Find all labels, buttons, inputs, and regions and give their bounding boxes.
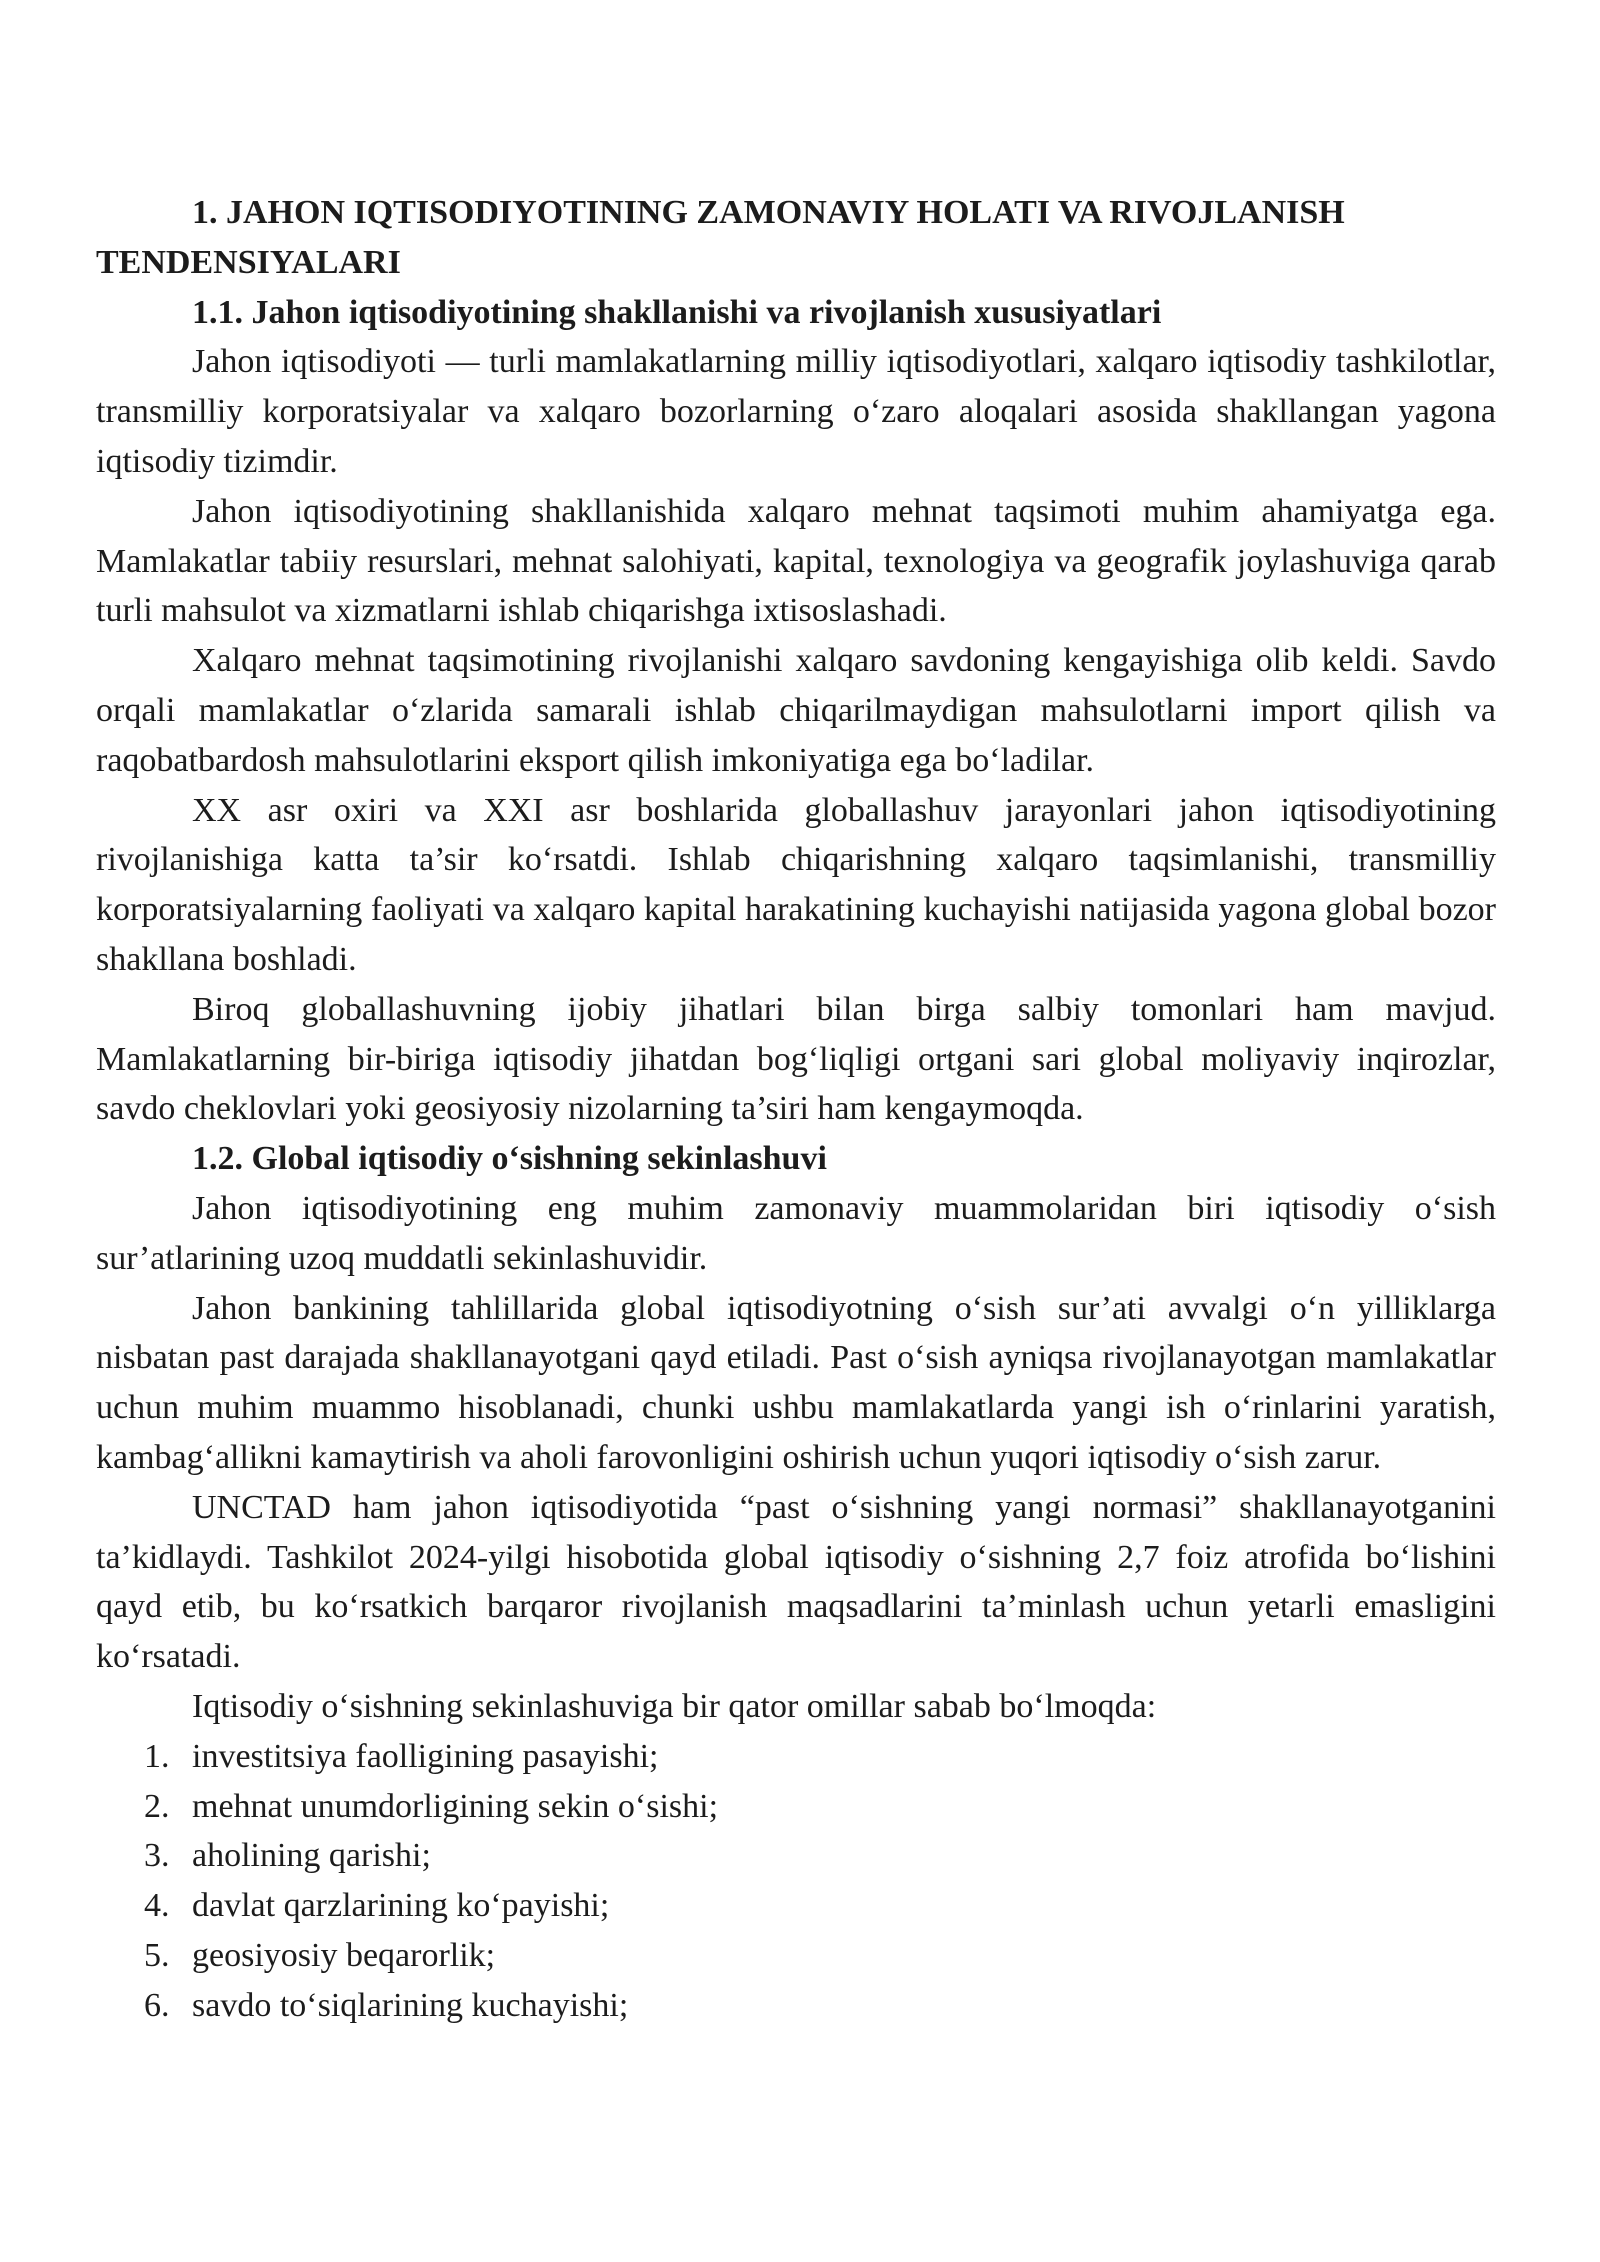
list-item-text: mehnat unumdorligining sekin oʻsishi;: [192, 1787, 719, 1825]
list-item-number: 3.: [144, 1837, 170, 1875]
paragraph: Xalqaro mehnat taqsimotining rivojlanishi xalqaro savdoning kengayishiga olib keldi. Savdo orqali mamlakatlar oʻzlarida samarali ishlab chiqarilmaydigan mahsulotlarni import qilish va raqobatbardosh mahsulotlarini eksport qilish imkoniyatiga ega boʻladilar.: [96, 642, 1496, 779]
paragraph: Iqtisodiy oʻsishning sekinlashuviga bir qator omillar sabab boʻlmoqda:: [192, 1687, 1157, 1725]
document-page: [96, 188, 1496, 2030]
paragraph: XX asr oxiri va XXI asr boshlarida globallashuv jarayonlari jahon iqtisodiyotining rivojlanishiga katta ta’sir koʻrsatdi. Ishlab chiqarishning xalqaro taqsimlanishi, transmilliy korporatsiyalarning faoliyati va xalqaro kapital harakatining kuchayishi natijasida yagona global bozor shakllana boshladi.: [96, 791, 1496, 978]
list-item: [96, 1831, 1496, 1881]
list-item-number: 2.: [144, 1787, 170, 1825]
list-item: [96, 1782, 1496, 1832]
paragraph: Jahon iqtisodiyotining shakllanishida xalqaro mehnat taqsimoti muhim ahamiyatga ega. Mamlakatlar tabiiy resurslari, mehnat salohiyati, kapital, texnologiya va geografik joylashuviga qarab turli mahsulot va xizmatlarni ishlab chiqarishga ixtisoslashadi.: [96, 492, 1496, 630]
list-item-text: savdo toʻsiqlarining kuchayishi;: [192, 1986, 629, 2024]
subsection-title-1-1: 1.1. Jahon iqtisodiyotining shakllanishi va rivojlanish xususiyatlari: [192, 293, 1162, 331]
paragraph: UNCTAD ham jahon iqtisodiyotida “past oʻsishning yangi normasi” shakllanayotganini ta’kidlaydi. Tashkilot 2024-yilgi hisobotida global iqtisodiy oʻsishning 2,7 foiz atrofida boʻlishini qayd etib, bu koʻrsatkich barqaror rivojlanish maqsadlarini ta’minlash uchun yetarli emasligini koʻrsatadi.: [96, 1488, 1496, 1676]
paragraph: Biroq globallashuvning ijobiy jihatlari bilan birga salbiy tomonlari ham mavjud. Mamlakatlarning bir-biriga iqtisodiy jihatdan bogʻliqligi ortgani sari global moliyaviy inqirozlar, savdo cheklovlari yoki geosiyosiy nizolarning ta’siri ham kengaymoqda.: [96, 990, 1496, 1128]
list-item: [96, 1981, 1496, 2031]
list-item-number: 5.: [144, 1936, 170, 1974]
section-title: 1. JAHON IQTISODIYOTINING ZAMONAVIY HOLATI VA RIVOJLANISH TENDENSIYALARI: [96, 194, 1345, 281]
list-item-number: 1.: [144, 1737, 170, 1775]
paragraph: Jahon bankining tahlillarida global iqtisodiyotning oʻsish sur’ati avvalgi oʻn yilliklarga nisbatan past darajada shakllanayotgani qayd etiladi. Past oʻsish ayniqsa rivojlanayotgan mamlakatlar uchun muhim muammo hisoblanadi, chunki ushbu mamlakatlarda yangi ish oʻrinlarini yaratish, kambagʻallikni kamaytirish va aholi farovonligini oshirish uchun yuqori iqtisodiy oʻsish zarur.: [96, 1289, 1496, 1476]
list-item-text: davlat qarzlarining koʻpayishi;: [192, 1887, 610, 1925]
list-item-text: investitsiya faolligining pasayishi;: [192, 1737, 659, 1775]
list-item-number: 6.: [144, 1986, 170, 2024]
list-item: [96, 1931, 1496, 1981]
list-item: [96, 1732, 1496, 1782]
paragraph: Jahon iqtisodiyotining eng muhim zamonaviy muammolaridan biri iqtisodiy oʻsish sur’atlarining uzoq muddatli sekinlashuvidir.: [96, 1189, 1496, 1277]
list-item-text: aholining qarishi;: [192, 1837, 431, 1875]
subsection-title-1-2: 1.2. Global iqtisodiy oʻsishning sekinlashuvi: [192, 1140, 827, 1178]
list-item: [96, 1881, 1496, 1931]
paragraph: Jahon iqtisodiyoti — turli mamlakatlarning milliy iqtisodiyotlari, xalqaro iqtisodiy tashkilotlar, transmilliy korporatsiyalar va xalqaro bozorlarning oʻzaro aloqalari asosida shakllangan yagona iqtisodiy tizimdir.: [96, 343, 1496, 480]
list-item-number: 4.: [144, 1887, 170, 1925]
factors-list: [96, 1732, 1496, 2031]
list-item-text: geosiyosiy beqarorlik;: [192, 1936, 496, 1974]
